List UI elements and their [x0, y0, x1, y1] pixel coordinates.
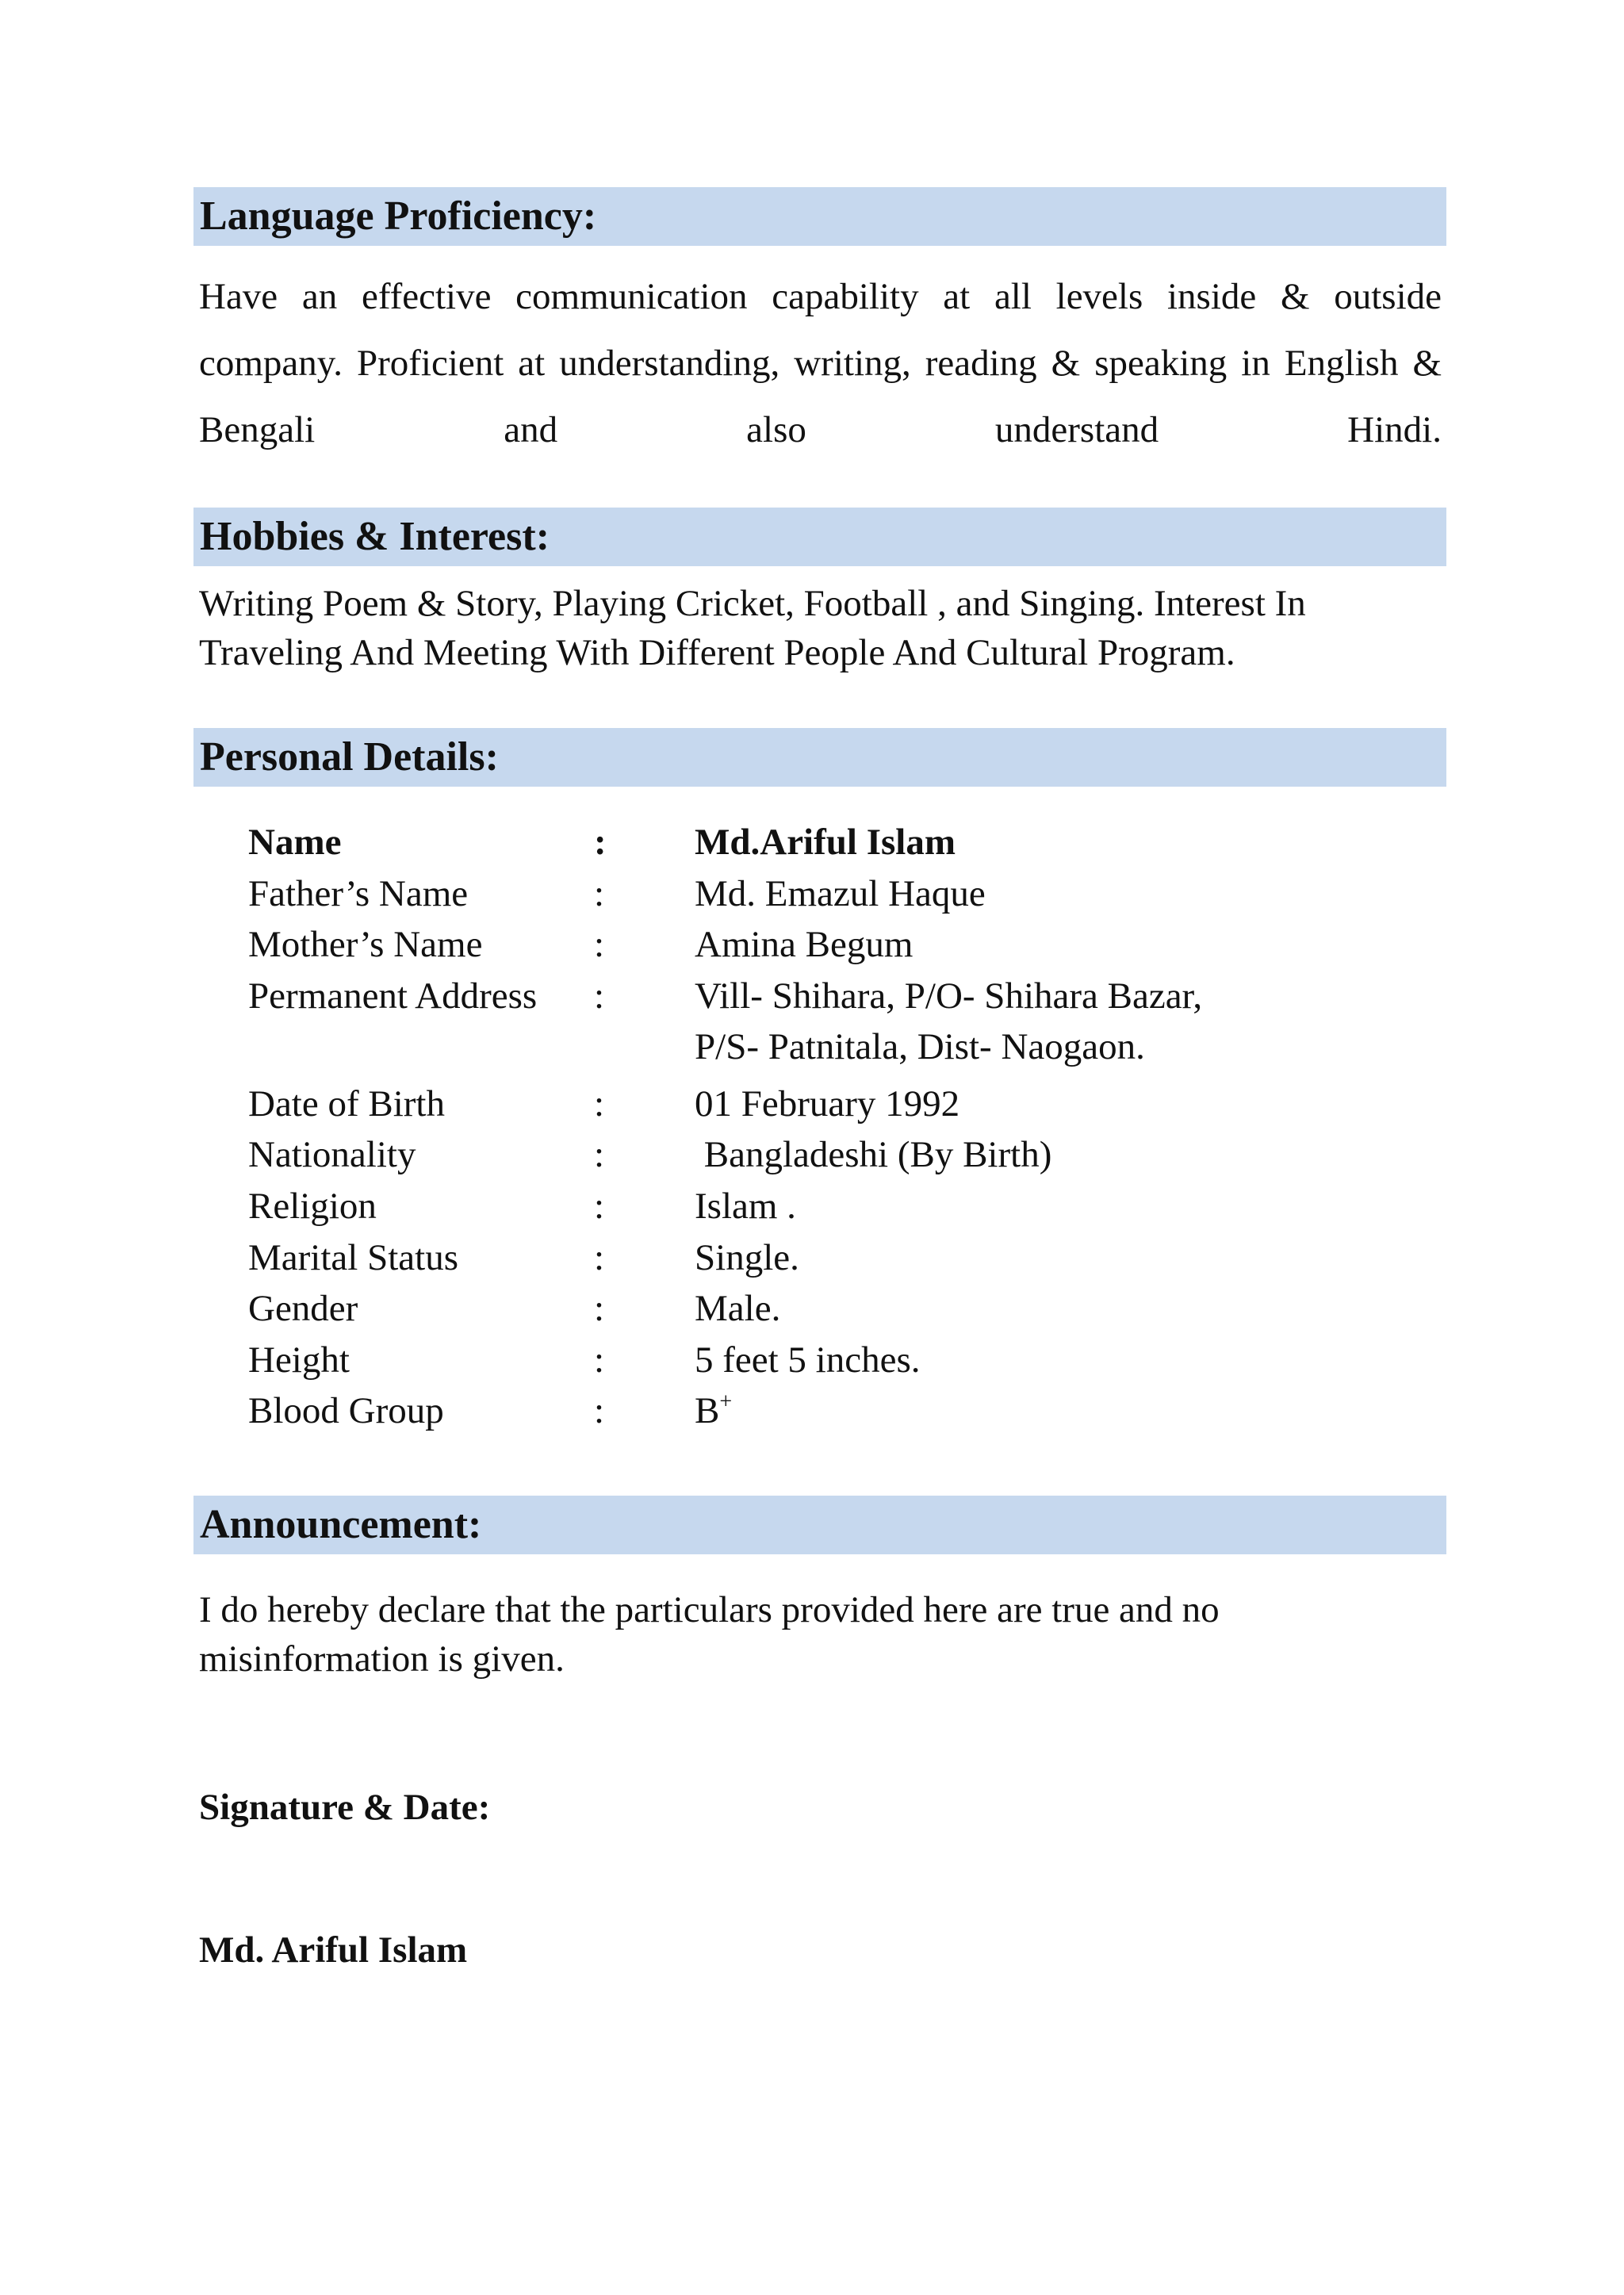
detail-label: Name: [248, 822, 342, 863]
detail-separator: :: [594, 975, 605, 1017]
detail-separator: :: [594, 1288, 605, 1330]
signature-label: Signature & Date:: [199, 1787, 491, 1828]
detail-row-mother: [248, 919, 1358, 971]
blood-group-sign: +: [719, 1389, 733, 1415]
hobbies-line-2: Traveling And Meeting With Different People And Cultural Program.: [199, 632, 1235, 673]
detail-label: Date of Birth: [248, 1082, 445, 1125]
personal-details-table: [248, 817, 1358, 1437]
hobbies-section-header: [193, 508, 1446, 566]
detail-row-address: [248, 971, 1358, 1079]
detail-separator: :: [594, 1082, 605, 1125]
announcement-heading: Announcement:: [200, 1502, 482, 1547]
announcement-line-2: misinformation is given.: [199, 1638, 565, 1680]
detail-separator: :: [594, 822, 607, 863]
detail-label: Marital Status: [248, 1236, 458, 1278]
detail-row-nationality: [248, 1129, 1358, 1181]
address-line-1: Vill- Shihara, P/O- Shihara Bazar,: [695, 975, 1203, 1017]
detail-value: [695, 971, 1202, 1073]
detail-value: Amina Begum: [695, 924, 914, 966]
detail-label: Father’s Name: [248, 872, 469, 914]
hobbies-paragraph: [199, 579, 1306, 677]
detail-separator: :: [594, 1134, 605, 1176]
detail-value: 5 feet 5 inches.: [695, 1339, 921, 1381]
detail-row-dob: [248, 1079, 1358, 1130]
detail-row-blood: [248, 1385, 1358, 1437]
blood-group-letter: B: [695, 1390, 720, 1432]
detail-row-gender: [248, 1283, 1358, 1335]
detail-label: Nationality: [248, 1134, 416, 1176]
language-heading: Language Proficiency:: [200, 193, 597, 239]
hobbies-line-1: Writing Poem & Story, Playing Cricket, Football , and Singing. Interest In: [199, 583, 1306, 624]
detail-separator: :: [594, 924, 605, 966]
announcement-section-header: [193, 1496, 1446, 1554]
detail-value: Male.: [695, 1288, 781, 1330]
detail-value: Md.Ariful Islam: [695, 822, 956, 863]
language-paragraph: Have an effective communication capability at all levels inside & outside company. Proficient at understanding, writing, reading & speaking in English & Bengali and also understand Hindi.: [199, 276, 1442, 450]
detail-label: Permanent Address: [248, 975, 538, 1017]
announcement-paragraph: [199, 1585, 1220, 1684]
detail-value: Single.: [695, 1236, 799, 1278]
announcement-line-1: I do hereby declare that the particulars provided here are true and no: [199, 1589, 1220, 1630]
personal-section-header: [193, 728, 1446, 787]
hobbies-heading: Hobbies & Interest:: [200, 514, 550, 559]
detail-separator: :: [594, 1339, 605, 1381]
detail-row-father: [248, 868, 1358, 920]
detail-separator: :: [594, 1390, 605, 1432]
detail-separator: :: [594, 1236, 605, 1278]
personal-heading: Personal Details:: [200, 734, 499, 780]
detail-label: Height: [248, 1339, 350, 1381]
detail-value: [695, 1385, 732, 1443]
detail-row-height: [248, 1335, 1358, 1386]
signature-name: Md. Ariful Islam: [199, 1929, 468, 1971]
detail-value: Bangladeshi (By Birth): [695, 1134, 1052, 1176]
language-section-header: [193, 187, 1446, 246]
detail-value: Islam .: [695, 1185, 796, 1227]
detail-label: Blood Group: [248, 1390, 444, 1432]
detail-value: Md. Emazul Haque: [695, 872, 986, 914]
detail-row-religion: [248, 1181, 1358, 1232]
detail-label: Gender: [248, 1288, 358, 1330]
detail-separator: :: [594, 1185, 605, 1227]
address-line-2: P/S- Patnitala, Dist- Naogaon.: [695, 1026, 1145, 1068]
detail-label: Religion: [248, 1185, 377, 1227]
detail-value: 01 February 1992: [695, 1082, 960, 1125]
detail-label: Mother’s Name: [248, 924, 483, 966]
detail-row-marital: [248, 1232, 1358, 1284]
detail-row-name: [248, 817, 1358, 868]
detail-separator: :: [594, 872, 605, 914]
